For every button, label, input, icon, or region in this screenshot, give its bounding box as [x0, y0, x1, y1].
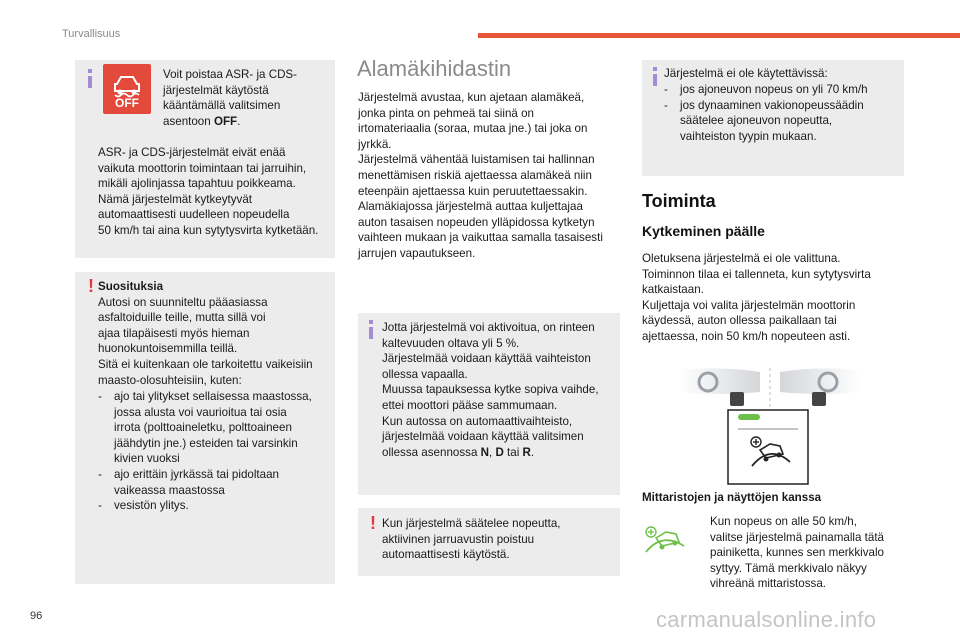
- activation-description: Oletuksena järjestelmä ei ole valittuna. Toiminnon tilaa ei tallenneta, kun sytytysvirta katkaistaan. Kuljettaja voi valita järjestelmän moottorin käydessä, auton ollessa paikallaan tai ajettaessa, noin 50 km/h nopeuteen asti.: [642, 252, 871, 343]
- unavailable-list: [664, 82, 900, 144]
- asr-body-text: ASR- ja CDS-järjestelmät eivät enää vaikuta moottorin toimintaan tai jarruihin, mikäli ajolinjassa tapahtuu poikkeama. Nämä järjestelmät kytkeytyvät automaattisesti uudelleen nopeudella 50 km/h tai aina kun sytytysvirta kytketään.: [98, 146, 319, 237]
- asr-intro-text: Voit poistaa ASR- ja CDS- järjestelmät käytöstä kääntämällä valitsimen asentoon OFF.: [163, 68, 298, 128]
- heading-kytkeminen: Kytkeminen päälle: [642, 223, 765, 239]
- activation-text: Jotta järjestelmä voi aktivoitua, on rinteen kaltevuuden oltava yli 5 %. Järjestelmää voidaan käyttää vaihteiston ollessa vapaalla. Muussa tapauksessa kytke sopiva vaihde, ettei moottori pääse sammumaan. Kun autossa on automaattivaihteisto, järjestelmää voidaan käyttää valitsimen ollessa asennossa N, D tai R.: [382, 321, 599, 459]
- heading-toiminta: Toiminta: [642, 191, 716, 211]
- section-header: Turvallisuus: [62, 28, 121, 40]
- section-title: Alamäkihidastin: [357, 56, 512, 81]
- info-marker: [653, 74, 657, 86]
- button-instruction: Kun nopeus on alle 50 km/h, valitse järjestelmä painamalla tätä painiketta, kunnes sen merkkivalo syttyy. Tämä merkkivalo näkyy vihreänä mittaristossa.: [710, 515, 884, 591]
- list-item: - ajo erittäin jyrkässä tai pidoltaan vaikeassa maastossa: [98, 467, 334, 498]
- brake-assist-text: Kun järjestelmä säätelee nopeutta, aktiivinen jarruavustin poistuu automaattisesti käytöstä.: [382, 517, 561, 562]
- header-accent-line: [478, 33, 960, 38]
- descent-description: Järjestelmä avustaa, kun ajetaan alamäkeä, jonka pinta on pehmeä tai siinä on irtomateriaalia (soraa, mutaa jne.) tai joka on jyrkkä. Järjestelmä vähentää luistamisen tai hallinnan menettämisen riskiä ajettaessa alamäkeä niin eteenpäin ajettaessa kuin peruutettaessakin. Alamäkiajossa järjestelmä auttaa kuljettajaa auton tasaisen nopeuden ylläpidossa kytketyn vaihteen mukaan ja vaikuttaa samalla tasaisesti jarrujen vapautukseen.: [358, 91, 603, 260]
- list-item: - ajo tai ylitykset sellaisessa maastossa, jossa alusta voi vaurioitua tai osia irrota (polttoaineletku, polttoaineen jäähdytin jne.) esteiden tai varsinkin kivien vuoksi: [98, 389, 334, 467]
- watermark: carmanualsonline.info: [656, 607, 877, 632]
- warning-icon: !: [88, 276, 94, 296]
- hill-descent-indicator-icon: [642, 522, 688, 556]
- unavailable-title: Järjestelmä ei ole käytettävissä:: [664, 67, 828, 80]
- instrument-subheading: Mittaristojen ja näyttöjen kanssa: [642, 491, 822, 504]
- off-icon-label: OFF: [115, 96, 139, 110]
- list-item: - vesistön ylitys.: [98, 498, 334, 514]
- warning-icon: !: [370, 513, 376, 533]
- page-number: 96: [30, 610, 43, 622]
- recommendations-title: Suosituksia: [98, 280, 164, 293]
- list-item: - jos dynaaminen vakionopeussäädin säätelee ajoneuvon nopeutta, vaihteiston tyypin mukaan.: [664, 98, 900, 145]
- info-marker: [369, 327, 373, 339]
- recommendations-text: Suosituksia Autosi on suunniteltu pääasiassa asfaltoiduille teille, mutta sillä voi ajaa tilapäisesti myös hieman huonokuntoisemmilla teillä. Sitä ei kuitenkaan ole tarkoitettu vaikeisiin maasto-olosuhteisiin, kuten:: [98, 279, 334, 388]
- off-button-icon: [103, 64, 151, 114]
- recommendations-list: [98, 389, 334, 514]
- info-marker: [88, 76, 92, 88]
- list-item: - jos ajoneuvon nopeus on yli 70 km/h: [664, 82, 900, 98]
- dashboard-illustration: [680, 362, 860, 487]
